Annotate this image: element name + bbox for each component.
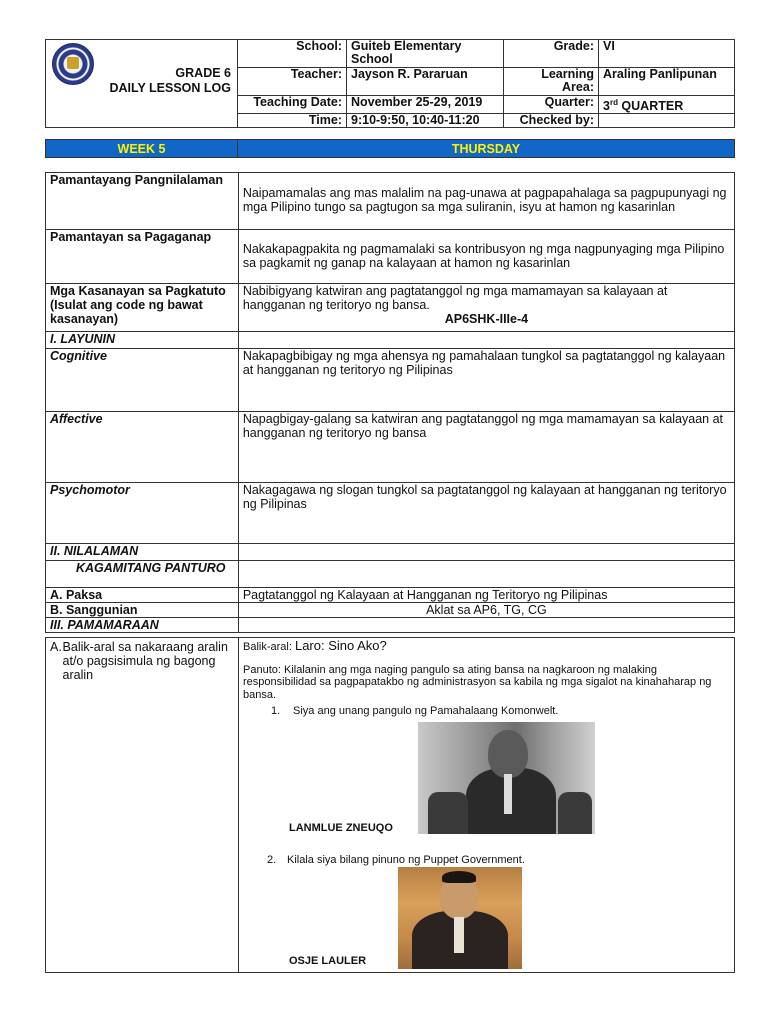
time-value: 9:10-9:50, 10:40-11:20 xyxy=(347,114,504,128)
objectives-empty xyxy=(238,332,734,349)
affective-text: Napagbigay-galang sa katwiran ang pagtatanggol ng mga mamamayan sa kalayaan at hangganan ng teritoryo ng bansa xyxy=(238,412,734,483)
checked-by-label: Checked by: xyxy=(504,114,599,128)
teaching-date-value: November 25-29, 2019 xyxy=(347,96,504,114)
game-title: Laro: Sino Ako? xyxy=(294,638,387,653)
quarter-value: 3rd QUARTER xyxy=(599,96,735,114)
instructions-text: Panuto: Kilalanin ang mga naging pangulo sa ating bansa na nagkaroon ng malaking responsibilidad sa pagpapatakbo ng administrasyon sa kabila ng mga sigalot na kinahaharap ng bansa. xyxy=(243,663,712,701)
objectives-label: I. LAYUNIN xyxy=(46,332,239,349)
procedure-item-label: Balik-aral sa nakaraang aralin at/o pagsisimula ng bagong aralin xyxy=(62,640,228,682)
time-label: Time: xyxy=(238,114,347,128)
review-prefix: Balik-aral: xyxy=(243,641,295,653)
content-section-empty xyxy=(238,544,734,561)
review-line xyxy=(243,638,730,654)
week-label: WEEK 5 xyxy=(46,140,238,158)
answer-1: LANMLUE ZNEUQO xyxy=(289,821,393,834)
competency-cell xyxy=(238,284,734,332)
day-label: THURSDAY xyxy=(238,140,735,158)
materials-label: KAGAMITANG PANTURO xyxy=(46,561,239,588)
grade-line: GRADE 6 xyxy=(175,66,231,80)
log-title: DAILY LESSON LOG xyxy=(109,81,231,95)
references-label: B. Sanggunian xyxy=(46,603,239,618)
lesson-content-table xyxy=(45,172,735,633)
learning-area-value: Araling Panlipunan xyxy=(599,68,735,96)
content-standard-label: Pamantayang Pangnilalaman xyxy=(46,173,239,230)
header-logo-cell xyxy=(46,40,238,128)
teacher-value: Jayson R. Pararuan xyxy=(347,68,504,96)
header-table xyxy=(45,39,735,128)
portrait-photo-1 xyxy=(418,722,595,834)
content-standard-text: Naipamamalas ang mas malalim na pag-unawa at pagpapahalaga sa pagpupunyagi ng mga Pilipino tungo sa pagtugon sa mga suliranin, isyu at hamon ng kasarinlan xyxy=(238,173,734,230)
procedure-table xyxy=(45,637,735,973)
competency-code: AP6SHK-IIIe-4 xyxy=(444,312,529,326)
teaching-date-label: Teaching Date: xyxy=(238,96,347,114)
cognitive-label: Cognitive xyxy=(46,349,239,412)
psychomotor-text: Nakagagawa ng slogan tungkol sa pagtatanggol ng kalayaan at hangganan ng teritoryo ng Pilipinas xyxy=(238,483,734,544)
learning-area-label: Learning Area: xyxy=(504,68,599,96)
references-text: Aklat sa AP6, TG, CG xyxy=(238,603,734,618)
school-value: Guiteb Elementary School xyxy=(347,40,504,68)
portrait-photo-2 xyxy=(398,867,522,969)
checked-by-value xyxy=(599,114,735,128)
grade-label: Grade: xyxy=(504,40,599,68)
week-bar xyxy=(45,139,735,158)
lesson-log-title xyxy=(109,66,231,96)
procedure-item-cell xyxy=(46,638,239,973)
materials-empty xyxy=(238,561,734,588)
answer-2: OSJE LAULER xyxy=(289,954,367,967)
psychomotor-label: Psychomotor xyxy=(46,483,239,544)
content-section-label: II. NILALAMAN xyxy=(46,544,239,561)
teacher-label: Teacher: xyxy=(238,68,347,96)
performance-standard-label: Pamantayan sa Pagaganap xyxy=(46,230,239,284)
affective-label: Affective xyxy=(46,412,239,483)
procedure-section-empty xyxy=(238,618,734,633)
topic-label: A. Paksa xyxy=(46,588,239,603)
deped-seal-icon xyxy=(52,43,94,85)
quarter-label: Quarter: xyxy=(504,96,599,114)
topic-text: Pagtatanggol ng Kalayaan at Hangganan ng Teritoryo ng Pilipinas xyxy=(238,588,734,603)
school-label: School: xyxy=(238,40,347,68)
question-2: 2. Kilala siya bilang pinuno ng Puppet Government. xyxy=(267,854,525,866)
grade-value: VI xyxy=(599,40,735,68)
procedure-section-label: III. PAMAMARAAN xyxy=(46,618,239,633)
competency-label: Mga Kasanayan sa Pagkatuto (Isulat ang code ng bawat kasanayan) xyxy=(46,284,239,332)
competency-text: Nabibigyang katwiran ang pagtatanggol ng mga mamamayan sa kalayaan at hangganan ng teritoryo ng bansa. xyxy=(242,284,668,312)
performance-standard-text: Nakakapagpakita ng pagmamalaki sa kontribusyon ng mga nagpunyaging mga Pilipino sa pagkamit ng ganap na kalayaan at hamon ng kasarinlan xyxy=(238,230,734,284)
procedure-item-letter: A. xyxy=(50,640,62,654)
question-1: 1. Siya ang unang pangulo ng Pamahalaang Komonwelt. xyxy=(271,705,559,717)
cognitive-text: Nakapagbibigay ng mga ahensya ng pamahalaan tungkol sa pagtatanggol ng kalayaan at hangganan ng teritoryo ng Pilipinas xyxy=(238,349,734,412)
